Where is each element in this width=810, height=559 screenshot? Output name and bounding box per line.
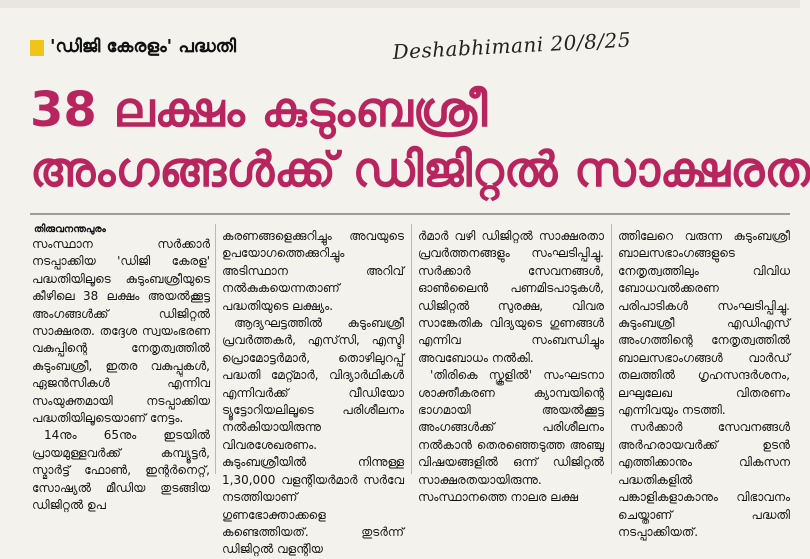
column-separator [411,224,412,474]
column-4-paragraph-1: ത്തിലേറെ വരുന്ന കുടുംബശ്രീ ബാലസഭാംഗങ്ങളുടെ നേതൃത്വത്തിലും വിവിധ ബോധവൽക്കരണ പരിപാടികൾ സംഘടിപ്പിച്ചു. കുടുംബശ്രീ എഡിഎസ് അംഗത്തിന്റെ നേതൃത്വത്തിൽ ബാലസഭാംഗങ്ങൾ വാർഡ് തലത്തിൽ ഗൃഹസന്ദർശനം, ലഘുലേഖ വിതരണം എന്നിവയും നടത്തി. [618,229,790,418]
handwritten-source-note: Deshabhimani 20/8/25 [392,27,632,64]
column-separator [611,224,612,474]
column-2-paragraph-1: കരണങ്ങളെക്കുറിച്ചും അവയുടെ ഉപയോഗത്തെക്കുറിച്ചും അടിസ്ഥാന അറിവ് നൽകുകയെന്നതാണ് പദ്ധതിയുടെ ലക്ഷ്യം. [222,229,404,313]
column-3-paragraph-1: ർമാർ വഴി ഡിജിറ്റൽ സാക്ഷരതാ പ്രവർത്തനങ്ങളും സംഘടിപ്പിച്ചു. സർക്കാർ സേവനങ്ങൾ, ഓൺലൈൻ പണമിടപാടുകൾ, ഡിജിറ്റൽ സുരക്ഷ, വിവര സാങ്കേതിക വിദ്യയുടെ ഗുണങ്ങൾ എന്നിവ സംബന്ധിച്ചും അവബോധം നൽകി. [418,229,604,365]
column-separator [215,224,216,474]
kicker-label: 'ഡിജി കേരളം' പദ്ധതി [50,36,237,57]
column-4-paragraph-2: സർക്കാർ സേവനങ്ങൾ അർഹരായവർക്ക് ഉടൻ എത്തിക്കാനും വികസന പദ്ധതികളിൽ പങ്കാളികളാകാനും വിഭാവനം ചെയ്താണ് പദ്ധതി നടപ്പാക്കിയത്. [618,420,790,539]
article-column-2 [222,228,404,557]
column-1-paragraph-2: 14നും 65നും ഇടയിൽ പ്രായമുള്ളവർക്ക് കമ്പ്യൂട്ടർ, സ്മാർട്ട് ഫോൺ, ഇന്റർനെറ്റ്, സോഷ്യൽ മീഡിയ തുടങ്ങിയ ഡിജിറ്റൽ ഉപ [32,428,210,513]
article-column-3 [418,228,604,505]
article-column-1 [32,236,210,513]
headline-divider [30,213,790,215]
column-2-paragraph-2: ആദ്യഘട്ടത്തിൽ കുടുംബശ്രീ പ്രവർത്തകർ, എസ്‌സി, എസ്ടി പ്രൊമോട്ടർമാർ, തൊഴിലുറപ്പ് പദ്ധതി മേറ്റ്മാർ, വിദ്യാർഥികൾ എന്നിവർക്ക് വീഡിയോ ട്യൂട്ടോറിയലിലൂടെ പരിശീലനം നൽകിയായിരുന്നു വിവരശേഖരണം. കുടുംബശ്രീയിൽ നിന്നുള്ള 1,30,000 വളന്റിയർമാർ സർവേ നടത്തിയാണ് ഗുണഭോക്താക്കളെ കണ്ടെത്തിയത്. തുടർന്ന് ഡിജിറ്റൽ വളന്റിയ [222,316,404,557]
column-1-paragraph-1: സംസ്ഥാന സർക്കാർ നടപ്പാക്കിയ 'ഡിജി കേരള' പദ്ധതിയിലൂടെ കുടുംബശ്രീയുടെ കീഴിലെ 38 ലക്ഷം അയൽക്കൂട്ട അംഗങ്ങൾക്ക് ഡിജിറ്റൽ സാക്ഷരത. തദ്ദേശ സ്വയംഭരണ വകുപ്പിന്റെ നേതൃത്വത്തിൽ കുടുംബശ്രീ, ഇതര വകുപ്പുകൾ, ഏജൻസികൾ എന്നിവ സംയുക്തമായി നടപ്പാക്കിയ പദ്ധതിയിലൂടെയാണ് നേട്ടം. [32,237,210,426]
headline-line-1: 38 ലക്ഷം കുടുംബശ്രീ [30,82,488,138]
headline-line-2: അംഗങ്ങൾക്ക് ഡിജിറ്റൽ സാക്ഷരത [30,142,810,198]
kicker-marker-box [30,40,44,56]
previous-page-strip [0,0,800,8]
dateline: തിരുവനന്തപുരം [34,224,106,235]
column-3-paragraph-2: 'തിരികെ സ്കൂളിൽ' സംഘടനാ ശാക്തീകരണ ക്യാമ്പയിന്റെ ഭാഗമായി അയൽക്കൂട്ട അംഗങ്ങൾക്ക് പരിശീലനം നൽകാൻ തെരഞ്ഞെടുത്ത അഞ്ചു വിഷയങ്ങളിൽ ഒന്ന് ഡിജിറ്റൽ സാക്ഷരതയായിരുന്നു. സംസ്ഥാനത്തെ നാലര ലക്ഷ [418,368,604,505]
article-column-4 [618,228,790,539]
